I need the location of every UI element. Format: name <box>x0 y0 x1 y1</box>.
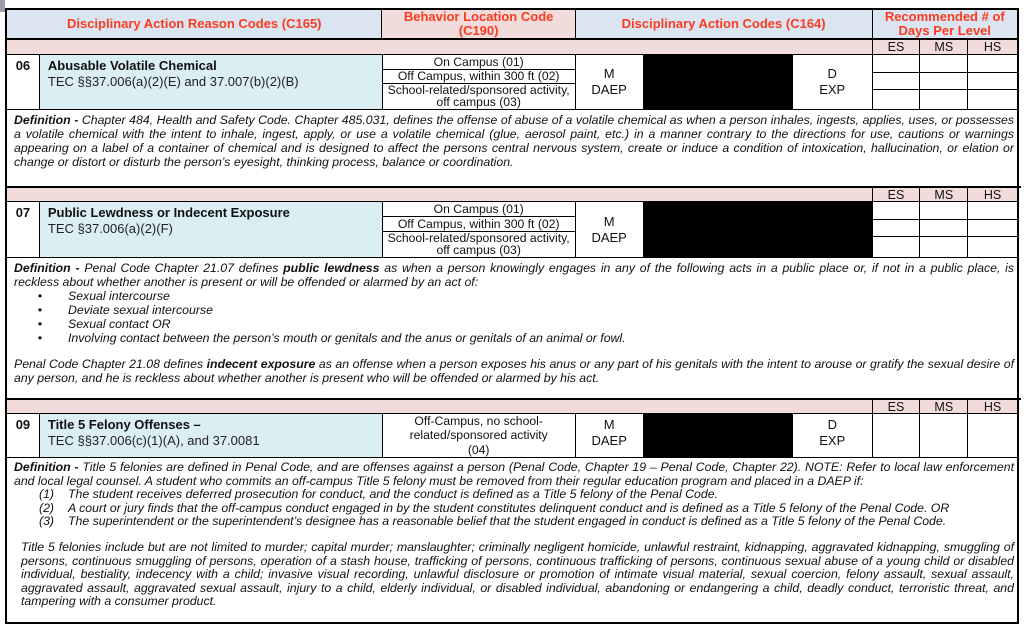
location-school-activity: School-related/sponsored activity, off campus (03) <box>387 82 570 110</box>
mandatory-label: DAEP <box>591 432 627 448</box>
definition-06 <box>7 110 1021 188</box>
discretionary-label: EXP <box>819 82 846 97</box>
reason-title: Abusable Volatile Chemical <box>47 58 217 73</box>
mandatory-action-cell <box>576 202 644 257</box>
location-school-activity: School-related/sponsored activity, off campus (03) <box>387 230 570 258</box>
definition-text: Title 5 felonies include but are not limited to murder; capital murder; manslaughter; criminally negligent homicide, unlawful restraint, kidnapping, aggravated kidnapping, smuggling of persons, continuous smuggling of persons, operation of a stash house, trafficking of persons, continuous trafficking of persons, continuous sexual abuse of a young child or disabled individual, bestiality, indecency with a child; invasive visual recording, unlawful disclosure or promotion of intimate visual material, sexual coercion, felony assault, sexual assault, aggravated assault, aggravated sexual assault, injury to a child, elderly individual, or disabled individual, abandoning or endangering a child, deadly conduct, terroristic threat, and tampering with a consumer product. <box>21 539 1014 609</box>
mandatory-code: M <box>603 213 615 229</box>
days-cell-ms <box>920 202 968 257</box>
reason-name-cell <box>40 414 383 457</box>
header-action-codes: Disciplinary Action Codes (C164) <box>576 10 873 38</box>
days-cell-hs <box>968 55 1017 109</box>
discretionary-action-cell <box>793 55 873 109</box>
mandatory-label: DAEP <box>591 82 627 97</box>
location-on-campus: On Campus (01) <box>383 202 575 217</box>
bullet-icon: • <box>37 289 42 303</box>
level-header-es: ES <box>873 400 921 413</box>
level-header-row-06 <box>7 40 1017 55</box>
header-reason-codes: Disciplinary Action Reason Codes (C165) <box>7 10 382 38</box>
bullet-item: • Deviate sexual intercourse <box>14 303 1014 317</box>
level-header-hs: HS <box>983 40 1002 54</box>
row-09 <box>7 414 1017 458</box>
level-header-ms: MS <box>920 188 968 201</box>
row-07 <box>7 202 1017 258</box>
definition-text: as an offense when a person exposes his anus or any part of his genitals with the intent to arouse or gratify the sexual desire of any person, and he is reckless about whether another is present who will be offended or alarmed by his act. <box>14 357 1015 385</box>
definition-term: indecent exposure <box>206 357 316 371</box>
bullet-icon: • <box>37 317 42 331</box>
item-number: (1) <box>38 487 54 502</box>
table-header-row <box>7 10 1017 40</box>
row-06 <box>7 55 1017 110</box>
numbered-item: (2) A court or jury finds that the off-campus conduct engaged in by the student constitutes delinquent conduct and is defined as a Title 5 felony of the Penal Code. OR <box>14 502 1014 516</box>
level-header-hs: HS <box>983 399 1002 414</box>
level-header-spacer <box>7 188 873 201</box>
item-number: (2) <box>38 500 54 515</box>
redacted-box <box>644 55 793 109</box>
definition-term: public lewdness <box>283 261 380 275</box>
definition-text: Title 5 felonies are defined in Penal Code, and are offenses against a person (Penal Code, Chapter 19 – Penal Code, Chapter 22). NOTE: Refer to local law enforcement and local legal counsel. A student who commits an off-campus Title 5 felony must be removed from their regular education program and placed in a DAEP if: <box>14 460 1014 488</box>
reason-name-cell <box>40 202 383 257</box>
reason-statute: TEC §37.006(a)(2)(F) <box>47 221 173 236</box>
numbered-item: (1) The student receives deferred prosecution for conduct, and the conduct is defined as a Title 5 felony of the Penal Code. <box>14 488 1014 502</box>
mandatory-action-cell <box>576 414 644 457</box>
definition-text: Penal Code Chapter 21.07 defines <box>84 261 284 275</box>
level-header-spacer <box>7 40 873 54</box>
location-codes-cell <box>383 202 576 257</box>
mandatory-action-cell <box>576 55 644 109</box>
level-header-spacer <box>7 400 873 413</box>
discretionary-label: EXP <box>819 432 846 448</box>
level-header-row-07 <box>7 188 1017 202</box>
location-on-campus: On Campus (01) <box>383 55 575 70</box>
level-header-es: ES <box>873 40 921 54</box>
discretionary-action-cell <box>793 414 873 457</box>
days-cell-es <box>873 202 921 257</box>
location-off-campus-no-activity: Off-Campus, no school-related/sponsored activity (04) <box>383 414 576 457</box>
reason-code: 07 <box>7 202 40 257</box>
discretionary-code: D <box>827 417 837 432</box>
definition-07 <box>7 258 1021 400</box>
level-header-ms: MS <box>920 40 968 54</box>
reason-name-cell <box>40 55 383 109</box>
reason-code: 09 <box>7 414 40 457</box>
discretionary-code: D <box>827 66 837 82</box>
level-header-ms: MS <box>920 400 968 413</box>
bullet-icon: • <box>37 331 42 345</box>
numbered-item: (3) The superintendent or the superintendent’s designee has a reasonable belief that the student engaged in conduct is defined as a Title 5 felony of the Penal Code. <box>14 515 1014 529</box>
bullet-item: • Sexual contact OR <box>14 317 1014 331</box>
reason-statute: TEC §§37.006(a)(2)(E) and 37.007(b)(2)(B) <box>47 74 299 89</box>
definition-text: as when a person knowingly engages in any of the following acts in a public place or, if not in a public place, is reckless about whether another is present or will be offended or alarmed by an act of: <box>14 261 1014 289</box>
header-behavior-location: Behavior Location Code (C190) <box>382 10 575 38</box>
definition-label: Definition - <box>14 261 85 275</box>
redacted-box <box>644 414 793 457</box>
bullet-item: • Sexual intercourse <box>14 289 1014 303</box>
location-off-campus-300: Off Campus, within 300 ft (02) <box>383 70 575 84</box>
level-header-hs: HS <box>983 187 1002 202</box>
days-cell-ms <box>920 55 968 109</box>
redacted-box <box>644 202 873 257</box>
mandatory-label: DAEP <box>591 229 627 245</box>
definition-09 <box>7 458 1021 622</box>
bullet-icon: • <box>37 303 42 317</box>
days-cell-hs <box>968 202 1017 257</box>
definition-label: Definition - <box>14 460 83 474</box>
definition-text: Chapter 484, Health and Safety Code. Chapter 485.031, defines the offense of abuse of a volatile chemical as when a person inhales, ingests, applies, uses, or possesses a volatile chemical with the intent to inhale, ingest, apply, or use a volatile chemical (glue, aerosol paint, etc.) in a manner contrary to the directions for use, cautions or warnings appearing on a label of a container of chemical and is designed to affect the persons central nervous system, create or induce a condition of intoxication, hallucination, or elation or change or distort or disturb the person’s eyesight, thinking process, balance or coordination. <box>14 113 1015 169</box>
days-cell-es <box>873 414 921 457</box>
mandatory-code: M <box>603 66 615 82</box>
item-number: (3) <box>38 514 54 529</box>
reason-statute: TEC §§37.006(c)(1)(A), and 37.0081 <box>47 433 260 448</box>
reason-title: Public Lewdness or Indecent Exposure <box>47 205 290 220</box>
disciplinary-codes-table <box>5 8 1019 624</box>
bullet-item: • Involving contact between the person’s mouth or genitals and the anus or genitals of an animal or fowl. <box>14 331 1014 345</box>
level-header-row-09 <box>7 400 1017 414</box>
location-codes-cell <box>383 55 576 109</box>
days-cell-hs <box>968 414 1017 457</box>
header-days-per-level: Recommended # of Days Per Level <box>873 10 1017 38</box>
definition-label: Definition - <box>14 113 82 127</box>
days-cell-ms <box>920 414 968 457</box>
level-header-es: ES <box>873 188 921 201</box>
location-off-campus-300: Off Campus, within 300 ft (02) <box>383 217 575 232</box>
reason-title: Title 5 Felony Offenses – <box>47 417 201 432</box>
definition-text: Penal Code Chapter 21.08 defines <box>14 357 207 371</box>
mandatory-code: M <box>603 417 615 432</box>
reason-code: 06 <box>7 55 40 109</box>
days-cell-es <box>873 55 921 109</box>
